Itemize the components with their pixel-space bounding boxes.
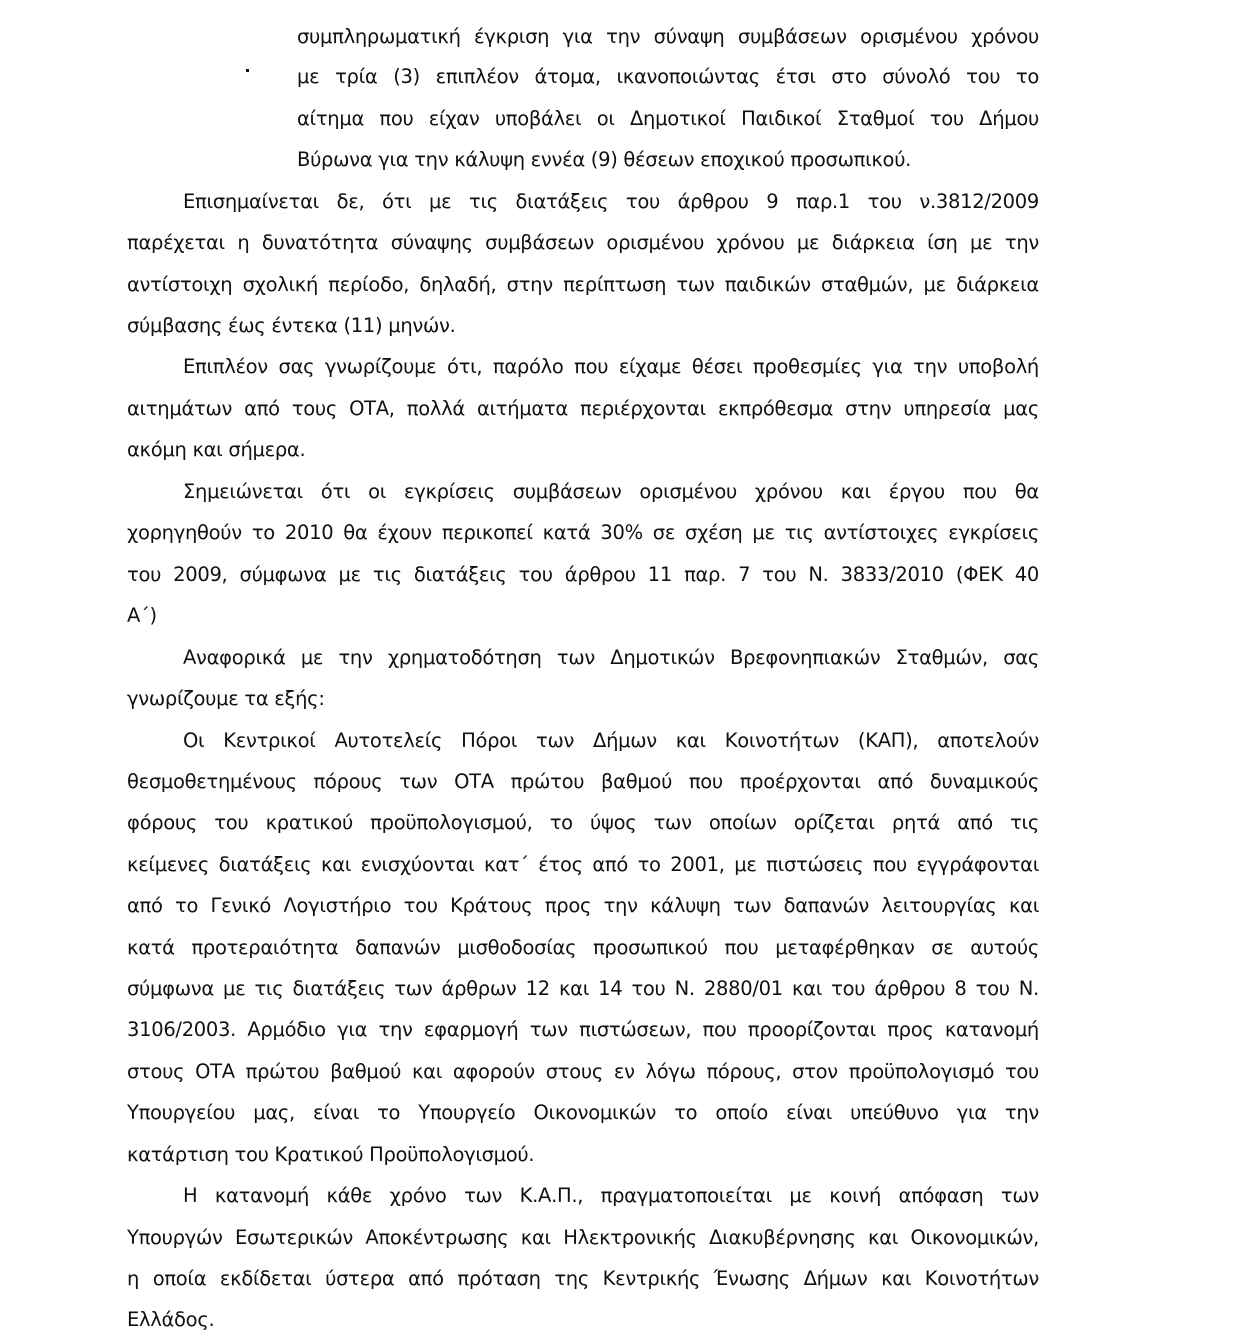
text-line: παρέχεται η δυνατότητα σύναψης συμβάσεων ορισμένου χρόνου με διάρκεια ίση με την [127,231,1039,254]
text-line: του 2009, σύμφωνα με τις διατάξεις του άρθρου 11 παρ. 7 του Ν. 3833/2010 (ΦΕΚ 40 [127,563,1039,586]
text-line: κατά προτεραιότητα δαπανών μισθοδοσίας προσωπικού που μεταφέρθηκαν σε αυτούς [127,936,1039,959]
text-line: συμπληρωματική έγκριση για την σύναψη συμβάσεων ορισμένου χρόνου [297,25,1039,48]
text-line: κατάρτιση του Κρατικού Προϋπολογισμού. [127,1143,535,1166]
text-line: Υπουργών Εσωτερικών Αποκέντρωσης και Ηλεκτρονικής Διακυβέρνησης και Οικονομικών, [127,1226,1039,1249]
text-line: Ελλάδος. [127,1308,215,1331]
text-line: Η κατανομή κάθε χρόνο των Κ.Α.Π., πραγματοποιείται με κοινή απόφαση των [183,1184,1039,1207]
text-line: Οι Κεντρικοί Αυτοτελείς Πόροι των Δήμων και Κοινοτήτων (ΚΑΠ), αποτελούν [183,729,1039,752]
text-line: Σημειώνεται ότι οι εγκρίσεις συμβάσεων ορισμένου χρόνου και έργου που θα [183,480,1039,503]
text-line: με τρία (3) επιπλέον άτομα, ικανοποιώντας έτσι στο σύνολό του το [297,65,1039,88]
text-line: Επισημαίνεται δε, ότι με τις διατάξεις του άρθρου 9 παρ.1 του ν.3812/2009 [183,190,1039,213]
text-line: αίτημα που είχαν υποβάλει οι Δημοτικοί Παιδικοί Σταθμοί του Δήμου [297,107,1039,130]
text-line: Βύρωνα για την κάλυψη εννέα (9) θέσεων εποχικού προσωπικού. [297,148,912,171]
text-line: Αναφορικά με την χρηματοδότηση των Δημοτικών Βρεφονηπιακών Σταθμών, σας [183,646,1039,669]
scan-speck [246,69,249,72]
text-line: φόρους του κρατικού προϋπολογισμού, το ύψος των οποίων ορίζεται ρητά από τις [127,811,1039,834]
text-line: ακόμη και σήμερα. [127,438,306,461]
text-line: αντίστοιχη σχολική περίοδο, δηλαδή, στην περίπτωση των παιδικών σταθμών, με διάρκεια [127,273,1039,296]
text-line: Επιπλέον σας γνωρίζουμε ότι, παρόλο που είχαμε θέσει προθεσμίες για την υποβολή [183,355,1039,378]
text-line: Α΄) [127,604,157,627]
text-line: σύμβασης έως έντεκα (11) μηνών. [127,314,456,337]
text-line: θεσμοθετημένους πόρους των ΟΤΑ πρώτου βαθμού που προέρχονται από δυναμικούς [127,770,1039,793]
text-line: αιτημάτων από τους ΟΤΑ, πολλά αιτήματα περιέρχονται εκπρόθεσμα στην υπηρεσία μας [127,397,1039,420]
text-line: από το Γενικό Λογιστήριο του Κράτους προς την κάλυψη των δαπανών λειτουργίας και [127,894,1039,917]
text-line: χορηγηθούν το 2010 θα έχουν περικοπεί κατά 30% σε σχέση με τις αντίστοιχες εγκρίσεις [127,521,1039,544]
text-line: σύμφωνα με τις διατάξεις των άρθρων 12 και 14 του Ν. 2880/01 και του άρθρου 8 του Ν. [127,977,1039,1000]
text-line: 3106/2003. Αρμόδιο για την εφαρμογή των πιστώσεων, που προορίζονται προς κατανομή [127,1018,1039,1041]
text-line: κείμενες διατάξεις και ενισχύονται κατ΄ έτος από το 2001, με πιστώσεις που εγγράφονται [127,853,1039,876]
text-line: η οποία εκδίδεται ύστερα από πρόταση της Κεντρικής Ένωσης Δήμων και Κοινοτήτων [127,1267,1039,1290]
text-line: στους ΟΤΑ πρώτου βαθμού και αφορούν στους εν λόγω πόρους, στον προϋπολογισμό του [127,1060,1039,1083]
text-line: γνωρίζουμε τα εξής: [127,687,325,710]
text-line: Υπουργείου μας, είναι το Υπουργείο Οικονομικών το οποίο είναι υπεύθυνο για την [127,1101,1039,1124]
